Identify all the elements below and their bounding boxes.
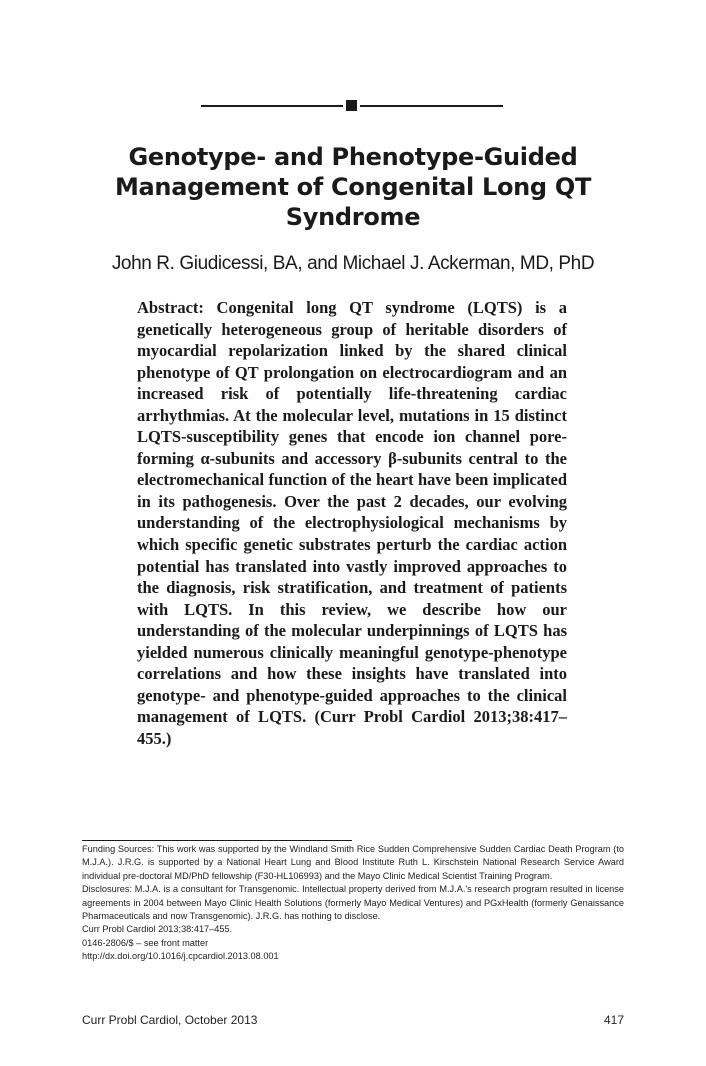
disclosures-note: Disclosures: M.J.A. is a consultant for Transgenomic. Intellectual property derived from M.J.A.'s research program resulted in license agreements in 2004 between Mayo Clinic Health Solutions (formerly Mayo Medical Ventures) and PGxHealth (formerly Genaissance Pharmaceuticals and now Transgenomic). J.R.G. has nothing to disclose.	[82, 884, 624, 922]
footer-journal: Curr Probl Cardiol, October 2013	[82, 1013, 258, 1027]
article-abstract: Abstract: Congenital long QT syndrome (LQTS) is a genetically heterogeneous group of heritable disorders of myocardial repolarization linked by the shared clinical phenotype of QT prolongation on electrocardiogram and an increased risk of potentially life-threatening cardiac arrhythmias. At the molecular level, mutations in 15 distinct LQTS-susceptibility genes that encode ion channel pore-forming α-subunits and accessory β-subunits central to the electromechanical function of the heart have been implicated in its pathogenesis. Over the past 2 decades, our evolving understanding of the electrophysiological mechanisms by which specific genetic substrates perturb the cardiac action potential has translated into vastly improved approaches to the diagnosis, risk stratification, and treatment of patients with LQTS. In this review, we describe how our understanding of the molecular underpinnings of LQTS has yielded numerous clinically meaningful genotype-phenotype correlations and how these insights have translated into genotype- and phenotype-guided approaches to the clinical management of LQTS. (Curr Probl Cardiol 2013;38:417–455.)	[137, 298, 567, 748]
page-number: 417	[603, 1013, 624, 1027]
footnotes	[82, 843, 624, 964]
article-title: Genotype- and Phenotype-Guided Management of Congenital Long QT Syndrome	[114, 143, 592, 231]
ornament-line-right	[360, 105, 503, 107]
doi-link[interactable]: http://dx.doi.org/10.1016/j.cpcardiol.2013.08.001	[82, 951, 279, 962]
issn-note: 0146-2806/$ – see front matter	[82, 937, 209, 948]
article-authors: John R. Giudicessi, BA, and Michael J. Ackerman, MD, PhD	[111, 253, 595, 274]
footnote-divider	[82, 840, 352, 841]
funding-note: Funding Sources: This work was supported by the Windland Smith Rice Sudden Comprehensive Sudden Cardiac Death Program (to M.J.A.). J.R.G. is supported by a National Heart Lung and Blood Institute Ruth L. Kirschstein National Research Service Award individual pre-doctoral MD/PhD fellowship (F30-HL106993) and the Mayo Clinic Medical Scientist Training Program.	[82, 844, 624, 881]
ornament-line-left	[201, 105, 343, 107]
title-ornament	[201, 100, 503, 110]
ornament-square	[346, 100, 357, 111]
citation-note: Curr Probl Cardiol 2013;38:417–455.	[82, 924, 233, 935]
